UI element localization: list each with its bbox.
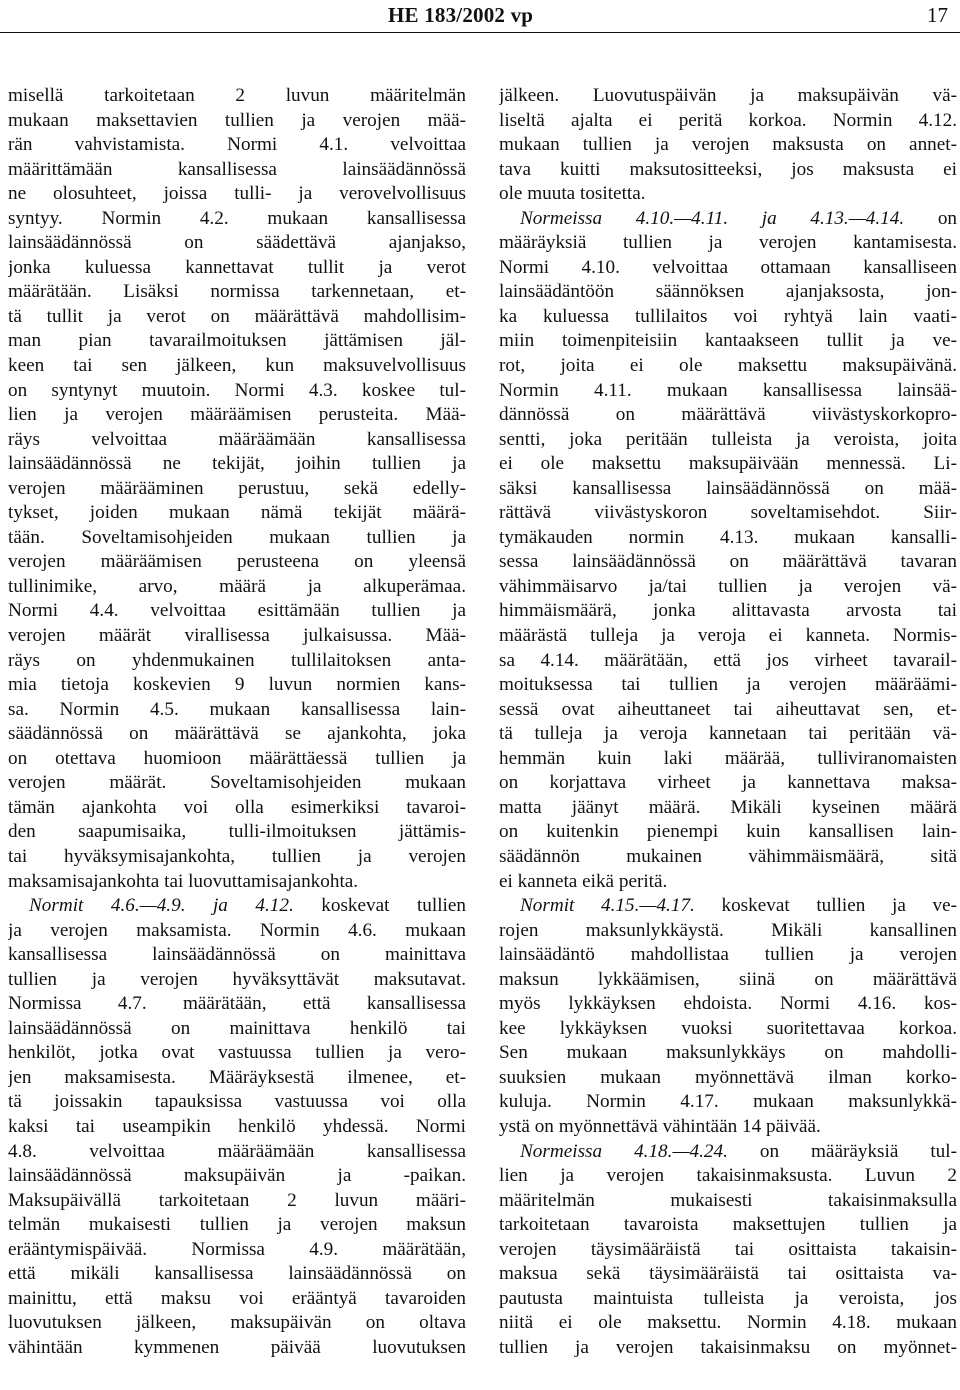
text-line: että mikäli kansallisessa lainsäädännössä on xyxy=(8,1263,466,1285)
norm-reference: Normit 4.15.—4.17. xyxy=(520,895,695,917)
text-line: säksi kansallisessa lainsäädännössä on mää- xyxy=(499,477,957,499)
text-line: sessä ovat aiheuttaneet tai aiheuttavat sen, et- xyxy=(499,698,957,720)
text-line: tymäkauden normin 4.13. mukaan kansalli- xyxy=(499,526,957,548)
text-line: himmäismäärä, jonka alittavasta arvosta tai xyxy=(499,600,957,622)
text-line: vähimmäisarvo ja/tai tullien ja verojen vä- xyxy=(499,575,957,597)
text-line: on syntynyt muutoin. Normi 4.3. koskee tul- xyxy=(8,379,466,401)
text-line: 4.8. velvoittaa määräämään kansallisessa xyxy=(8,1140,466,1162)
text-line: lainsäädännössä ne tekijät, joihin tullien ja xyxy=(8,453,466,475)
text-line: jälkeen. Luovutuspäivän ja maksupäivän vä- xyxy=(499,85,957,106)
text-line: lainsäädäntö mahdollistaa tullien ja verojen xyxy=(499,944,957,966)
text-line: mukaan maksettavien tullien ja verojen mää- xyxy=(8,109,466,131)
text-line: määrästä tulleja ja veroja ei kanneta. Normis- xyxy=(499,625,957,647)
text-line: tullinimike, arvo, määrä ja alkuperämaa. xyxy=(8,575,466,597)
text-line: ka kuluessa tullilaitos voi ryhtyä lain vaati- xyxy=(499,305,957,327)
text-line: Normi 4.10. velvoittaa ottamaan kansalliseen xyxy=(499,256,957,278)
header-rule xyxy=(0,32,960,33)
text-line: sa 4.14. määrätään, että jos virheet tavarail- xyxy=(499,649,957,671)
text-line: ja verojen maksamista. Normin 4.6. mukaan xyxy=(8,919,466,941)
text-line: Maksupäivällä tarkoitetaan 2 luvun määri- xyxy=(8,1189,466,1211)
text-line: verojen täysimääräistä tai osittaista takaisin- xyxy=(499,1238,957,1260)
text-line: telmän mukaisesti tullien ja verojen maksun xyxy=(8,1214,466,1236)
text-line: säädännön mukainen vähimmäismäärä, sitä xyxy=(499,845,957,867)
norm-reference: Normeissa 4.18.—4.24. xyxy=(520,1140,728,1162)
text-line: sentti, joka peritään tulleista ja veroista, joita xyxy=(499,428,957,450)
text-line: tä tullit ja verot on määrättävä mahdollisim- xyxy=(8,305,466,327)
text-line: vähintään kymmenen päivää luovutuksen xyxy=(8,1336,466,1358)
text-line: erääntymispäivää. Normissa 4.9. määrätään, xyxy=(8,1238,466,1260)
text-line: tään. Soveltamisohjeiden mukaan tullien ja xyxy=(8,526,466,548)
text-line: ole muuta tositetta. xyxy=(499,183,646,205)
text-line: ystä on myönnettävä vähintään 14 päivää. xyxy=(499,1115,821,1137)
text-line: on kuitenkin pienempi kuin kansallisen lain- xyxy=(499,821,957,843)
text-line: tava kuitti maksutositteeksi, jos maksusta ei xyxy=(499,158,957,180)
text-line: Sen mukaan maksunlykkäys on mahdolli- xyxy=(499,1042,957,1064)
norm-reference: Normeissa 4.10.—4.11. ja 4.13.—4.14. xyxy=(520,207,905,229)
text-line: syntyy. Normin 4.2. mukaan kansallisessa xyxy=(8,207,466,229)
text-line: verojen määrät. Soveltamisohjeiden mukaan xyxy=(8,772,466,794)
text-line: pautusta maintuista tulleista ja veroista, jos xyxy=(499,1287,957,1309)
text-line: kuluja. Normin 4.17. mukaan maksunlykkä- xyxy=(499,1091,957,1113)
text-line: määritelmän mukaisesti takaisinmaksulla xyxy=(499,1189,957,1211)
text-line: lainsäädännössä on säädettävä ajanjakso, xyxy=(8,232,466,254)
text-line: tai hyväksymisajankohta, tullien ja verojen xyxy=(8,845,466,867)
text-line: määrittämään kansallisessa lainsäädännössä xyxy=(8,158,466,180)
text-line: tullien ja verojen hyväksyttävät maksutavat. xyxy=(8,968,466,990)
text-line: mainittu, että maksu voi erääntyä tavaroiden xyxy=(8,1287,466,1309)
text-line: dännössä on määrättävä viivästyskorkopro- xyxy=(499,404,957,426)
page-number: 17 xyxy=(927,3,948,27)
text-line: mia tietoja koskevien 9 luvun normien kans- xyxy=(8,674,466,696)
text-line: lainsäädännössä on mainittava henkilö tai xyxy=(8,1017,466,1039)
right-column xyxy=(499,84,957,1360)
text-line: lien ja verojen takaisinmaksusta. Luvun 2 xyxy=(499,1165,957,1187)
text-line: räys velvoittaa määräämään kansallisessa xyxy=(8,428,466,450)
document-id: HE 183/2002 vp xyxy=(388,3,534,27)
text-line: lainsäädäntöön säännöksen ajanjaksosta, jon- xyxy=(499,281,957,303)
text-line: lien ja verojen määräämisen perusteita. Mää- xyxy=(8,404,466,426)
text-line: ei ole maksettu maksupäivään mennessä. Li- xyxy=(499,453,957,475)
text-line: räys on yhdenmukainen tullilaitoksen anta- xyxy=(8,649,466,671)
text-line: jen maksamisesta. Määräyksestä ilmenee, et- xyxy=(8,1066,466,1088)
text-line: Normissa 4.7. määrätään, että kansallisessa xyxy=(8,993,466,1015)
text-line: Normit 4.6.—4.9. ja 4.12. koskevat tullien xyxy=(29,895,466,917)
text-line: misellä tarkoitetaan 2 luvun määritelmän xyxy=(8,85,466,106)
text-line: maksun lykkäämisen, siinä on määrättävä xyxy=(499,968,957,990)
text-line: sa. Normin 4.5. mukaan kansallisessa lain- xyxy=(8,698,466,720)
text-line: jonka kuluessa kannettavat tullit ja verot xyxy=(8,256,466,278)
text-line: Normeissa 4.18.—4.24. on määräyksiä tul- xyxy=(520,1140,957,1162)
text-line: tämän ajankohta voi olla esimerkiksi tavaroi- xyxy=(8,796,466,818)
text-line: mukaan tullien ja verojen maksusta on annet- xyxy=(499,134,957,156)
text-line: määrätään. Lisäksi normissa tarkennetaan, et- xyxy=(8,281,466,303)
text-line: tykset, joiden mukaan nämä tekijät määrä- xyxy=(8,502,466,524)
text-line: matta jäänyt määrä. Mikäli kyseinen määrä xyxy=(499,796,957,818)
text-line: säädännössä on määrättävä se ajankohta, joka xyxy=(8,723,466,745)
text-line: tarkoitetaan tavaroista maksettujen tullien ja xyxy=(499,1214,957,1236)
text-line: lainsäädännössä maksupäivän ja -paikan. xyxy=(8,1165,466,1187)
text-line: kansallisessa lainsäädännössä on mainittava xyxy=(8,944,466,966)
page-header xyxy=(0,0,960,30)
text-line: tä joissakin tapauksissa vastuussa voi olla xyxy=(8,1091,466,1113)
text-line: suuksien mukaan myönnettävä ilman korko- xyxy=(499,1066,957,1088)
text-line: niitä ei ole maksettu. Normin 4.18. mukaan xyxy=(499,1312,957,1334)
text-line: määräyksiä tullien ja verojen kantamisesta. xyxy=(499,232,957,254)
left-column xyxy=(8,84,466,1360)
text-line: ei kanneta eikä peritä. xyxy=(499,870,668,892)
text-line: myös lykkäyksen ehdoista. Normi 4.16. kos- xyxy=(499,993,957,1015)
text-line: sessa lainsäädännössä on määrättävä tavaran xyxy=(499,551,957,573)
text-line: maksua sekä täysimääräistä tai osittaista va- xyxy=(499,1263,957,1285)
text-line: maksamisajankohta tai luovuttamisajankohta. xyxy=(8,870,359,892)
text-line: rättävä viivästyskoron soveltamisehdot. Siir- xyxy=(499,502,957,524)
text-line: verojen määräämisen perusteena on yleensä xyxy=(8,551,466,573)
text-line: kaksi tai useampikin henkilö yhdessä. Normi xyxy=(8,1115,466,1137)
text-line: miin toimenpiteisiin kantaakseen tullit ja ve- xyxy=(499,330,957,352)
text-line: rojen maksunlykkäystä. Mikäli kansallinen xyxy=(499,919,957,941)
text-line: ne olosuhteet, joissa tulli- ja verovelvollisuus xyxy=(8,183,466,205)
text-line: moituksessa tai tullien ja verojen määräämi- xyxy=(499,674,957,696)
text-line: den saapumisaika, tulli-ilmoituksen jättämis- xyxy=(8,821,466,843)
text-line: Normeissa 4.10.—4.11. ja 4.13.—4.14. on xyxy=(520,207,957,229)
text-line: rän vahvistamista. Normi 4.1. velvoittaa xyxy=(8,134,466,156)
text-line: luovutuksen jälkeen, maksupäivän on oltava xyxy=(8,1312,466,1334)
text-line: verojen määrät virallisessa julkaisussa. Mää- xyxy=(8,625,466,647)
text-line: keen tai sen jälkeen, kun maksuvelvollisuus xyxy=(8,355,466,377)
text-line: henkilöt, jotka ovat vastuussa tullien ja vero- xyxy=(8,1042,466,1064)
text-line: tullien ja verojen takaisinmaksu on myönnet- xyxy=(499,1336,957,1358)
text-line: liseltä ajalta ei peritä korkoa. Normin 4.12. xyxy=(499,109,957,131)
text-line: Normi 4.4. velvoittaa esittämään tullien ja xyxy=(8,600,466,622)
text-line: rot, joita ei ole maksettu maksupäivänä. xyxy=(499,355,957,377)
text-line: on otettava huomioon määrättäessä tullien ja xyxy=(8,747,466,769)
text-line: verojen määrääminen perustuu, sekä edelly- xyxy=(8,477,466,499)
text-line: Normit 4.15.—4.17. koskevat tullien ja ve- xyxy=(520,895,957,917)
norm-reference: Normit 4.6.—4.9. ja 4.12. xyxy=(29,895,294,917)
text-line: hemmän kuin laki määrää, tulliviranomaisten xyxy=(499,747,957,769)
text-line: Normin 4.11. mukaan kansallisessa lainsää- xyxy=(499,379,957,401)
text-line: tä tulleja ja veroja kannetaan tai peritään vä- xyxy=(499,723,957,745)
text-line: man pian tavarailmoituksen jättämisen jäl- xyxy=(8,330,466,352)
text-line: on korjattava virheet ja kannettava maksa- xyxy=(499,772,957,794)
text-line: kee lykkäyksen vuoksi suoritettavaa korkoa. xyxy=(499,1017,957,1039)
